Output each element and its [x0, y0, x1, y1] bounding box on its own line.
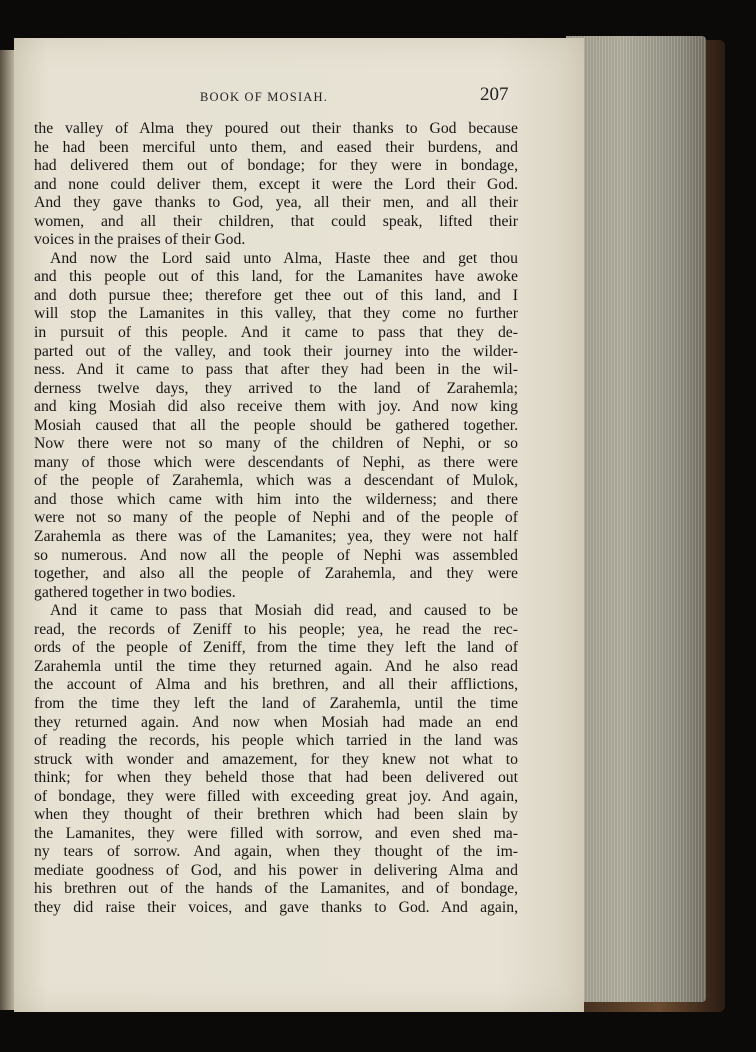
text-line: he had been merciful unto them, and eased their burdens, and — [34, 138, 518, 156]
text-line: and this people out of this land, for the Lamanites have awoke — [34, 268, 518, 286]
book-page — [14, 38, 584, 1012]
text-line: And they gave thanks to God, yea, all their men, and all their — [34, 194, 518, 212]
text-line: so numerous. And now all the people of Nephi was assembled — [34, 546, 518, 564]
text-line: women, and all their children, that could speak, lifted their — [34, 212, 518, 230]
text-line: And now the Lord said unto Alma, Haste thee and get thou — [50, 249, 518, 267]
text-line: ness. And it came to pass that after they had been in the wil- — [34, 361, 518, 379]
text-line: they returned again. And now when Mosiah had made an end — [34, 713, 518, 731]
text-line: had delivered them out of bondage; for they were in bondage, — [34, 157, 518, 175]
text-line: ny tears of sorrow. And again, when they thought of the im- — [34, 843, 518, 861]
text-line: and king Mosiah did also receive them with joy. And now king — [34, 398, 518, 416]
text-line: ords of the people of Zeniff, from the time they left the land of — [34, 639, 518, 657]
text-line: together, and also all the people of Zarahemla, and they were — [34, 565, 518, 583]
text-line: Mosiah caused that all the people should be gathered together. — [34, 416, 518, 434]
text-line: of reading the records, his people which tarried in the land was — [34, 732, 518, 750]
text-line: of bondage, they were filled with exceeding great joy. And again, — [34, 787, 518, 805]
text-line: of the people of Zarahemla, which was a descendant of Mulok, — [34, 472, 518, 490]
page-edges — [566, 36, 706, 1002]
text-line: derness twelve days, they arrived to the land of Zarahemla; — [34, 379, 518, 397]
text-line: read, the records of Zeniff to his people; yea, he read the rec- — [34, 620, 518, 638]
text-line: will stop the Lamanites in this valley, that they come no further — [34, 305, 518, 323]
page-number: 207 — [480, 84, 509, 105]
text-line: mediate goodness of God, and his power in delivering Alma and — [34, 861, 518, 879]
text-line: the account of Alma and his brethren, and all their afflictions, — [34, 676, 518, 694]
text-line: and those which came with him into the wilderness; and there — [34, 490, 518, 508]
text-line: struck with wonder and amazement, for they knew not what to — [34, 750, 518, 768]
text-line: from the time they left the land of Zarahemla, until the time — [34, 694, 518, 712]
body-text — [34, 120, 518, 918]
text-line: and doth pursue thee; therefore get thee out of this land, and I — [34, 286, 518, 304]
text-line: Zarahemla as there was of the Lamanites; yea, they were not half — [34, 528, 518, 546]
facing-page-edge — [0, 50, 14, 1010]
text-line: And it came to pass that Mosiah did read, and caused to be — [50, 602, 518, 620]
text-line: voices in the praises of their God. — [34, 231, 246, 249]
text-line: his brethren out of the hands of the Lamanites, and of bondage, — [34, 880, 518, 898]
text-line: and none could deliver them, except it were the Lord their God. — [34, 175, 518, 193]
text-line: the valley of Alma they poured out their thanks to God because — [34, 120, 518, 137]
text-line: parted out of the valley, and took their journey into the wilder- — [34, 342, 518, 360]
text-line: Now there were not so many of the children of Nephi, or so — [34, 435, 518, 453]
running-head: BOOK OF MOSIAH. — [200, 90, 329, 104]
text-line: they did raise their voices, and gave thanks to God. And again, — [34, 898, 518, 916]
text-line: many of those which were descendants of Nephi, as there were — [34, 453, 518, 471]
text-line: gathered together in two bodies. — [34, 583, 236, 601]
page-header — [14, 86, 584, 110]
text-line: Zarahemla until the time they returned again. And he also read — [34, 657, 518, 675]
text-line: were not so many of the people of Nephi and of the people of — [34, 509, 518, 527]
text-line: the Lamanites, they were filled with sorrow, and even shed ma- — [34, 824, 518, 842]
text-line: think; for when they beheld those that had been delivered out — [34, 769, 518, 787]
text-line: when they thought of their brethren which had been slain by — [34, 806, 518, 824]
text-line: in pursuit of this people. And it came to pass that they de- — [34, 324, 518, 342]
